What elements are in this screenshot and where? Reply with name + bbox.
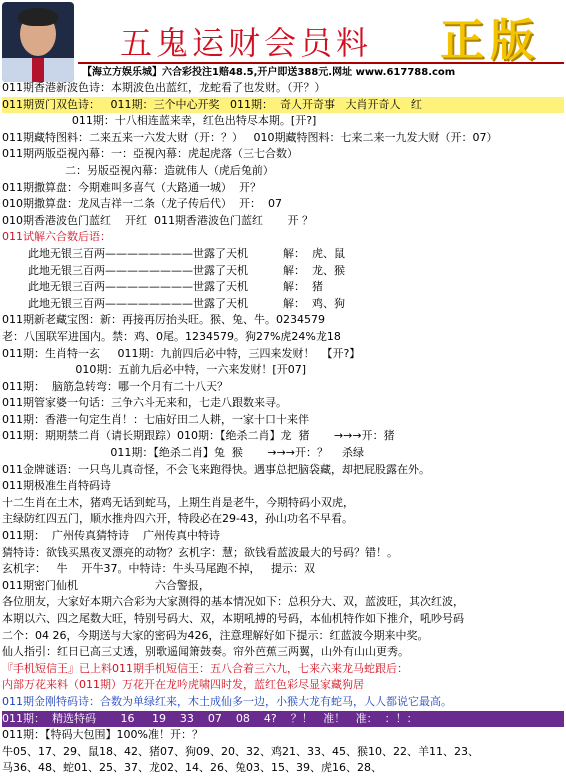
text-line: 猜特诗：欲钱买黑夜叉漂亮的动物？玄机字：慧；欲钱看蓝波最大的号码？错！。 [2, 545, 398, 559]
info-line: 【海立方娱乐城】六合彩投注1赔48.5,开户即送388元.网址 www.617788.com [82, 67, 456, 78]
text-line: 此地无银三百两————————世露了天机 解： 鸡、狗 [28, 296, 345, 310]
photo-hair [18, 8, 58, 26]
text-line: 011期贾门双色诗： 011期：三个中心开奖 011期： 奇人开奇事 大肖开奇人 红 [2, 97, 564, 114]
text-line: 011期：香港一句定生肖！：七庙好田二人耕，一家十口十来伴 [2, 412, 309, 426]
text-line: 玄机字： 牛 开牛37。中特诗：牛头马尾跑不掉， 提示：双 [2, 562, 315, 576]
text-line: 011期： 精选特码 16 19 33 07 08 4? ？！ 准！ 准： ：！： [2, 711, 564, 728]
text-line: 010期：五前九后必中特，一六来发财！[开07] [2, 363, 307, 377]
text-line: 二个：04 26，今期送与大家的密码为426，注意理解好如下提示：红蓝波今期来中奖。 [2, 628, 429, 642]
official-stamp: 正版 [440, 15, 540, 66]
page-title: 五鬼运财会员料 [120, 24, 373, 62]
text-line: 011试解六合数后语： [2, 230, 111, 244]
text-line: 011金牌谜语：一只鸟儿真奇怪，不会飞来跑得快。遇事总把脑袋藏，却把屁股露在外。 [2, 462, 430, 476]
text-line: 011期： 脑筋急转弯：哪一个月有二十八天？ [2, 379, 228, 393]
text-line: 011期：【绝杀二肖】兔 猴 →→→开：？ 杀绿 [2, 446, 364, 460]
text-line: 011期管家婆一句话：三争六斗无来和，七走八跟数来寻。 [2, 396, 287, 410]
text-line: 011期：期期禁二肖（请长期跟踪）010期：【绝杀二肖】龙 猪 →→→开：猪 [2, 429, 395, 443]
text-line: 本期以六、四之尾数大旺，特别号码大、双，本期吼搏的号码，本仙机特作如下推介，吼吵号码 [2, 612, 464, 625]
text-line: 『手机短信王』已上料011期手机短信王：五八合着三六九，七来六来龙马蛇跟后： [2, 661, 408, 675]
text-line: 牛05、17、29、鼠18、42、猪07、狗09、20、32、鸡21、33、45、猴10、22、羊11、23、 [2, 744, 479, 758]
text-line: 011期：生肖特一玄 011期：九前四后必中特，三四来发财！ 【开?】 [2, 346, 361, 360]
text-line: 内部万花来料（011期）万花开在龙吟虎啸四时发，蓝红色彩尽显家藏狗居 [2, 678, 364, 692]
text-line: 011期：【特码大包围】100%准！开：？ [2, 728, 203, 742]
text-line: 011期撒算盘：今期难叫多喜气（大路通一城） 开？ [2, 180, 261, 194]
text-line: 011期藏特图料：二来五来一六发大财（开：？） 010期藏特图料：七来二来一九发大财（开：07） [2, 130, 498, 144]
text-line: 011期极准生肖特码诗 [2, 479, 111, 493]
text-line: 此地无银三百两————————世露了天机 解： 猪 [28, 280, 323, 294]
text-line: 011期两版亞視內幕：一：亞視內幕：虎起虎落（三七合数） [2, 147, 298, 161]
text-line: 011期金刚特码诗：合数为单绿红来，木土成仙多一边，小猴大龙有蛇马，人人都说它最高。 [2, 694, 452, 708]
text-line: 011期新老藏宝图：新：再接再厉抬头旺。猴、兔、牛。0234579 [2, 313, 325, 327]
text-line: 此地无银三百两————————世露了天机 解： 虎、鼠 [28, 246, 345, 260]
text-line: 011期密门仙机 六合警报， [2, 578, 210, 592]
text-line: 此地无银三百两————————世露了天机 解： 龙、猴 [28, 263, 345, 277]
text-line: 主绿防红四五门，顺水推舟四六开，特段必在29-43，孙山功名不早看。 [2, 512, 353, 526]
author-photo [2, 2, 74, 82]
text-line: 仙人指引：红日已高三丈透，别歌遥闻箫鼓奏。帘外芭蕉三两翼，山外有山山更秀。 [2, 645, 409, 659]
text-line: 二：另版亞視內幕：造就伟人（虎后兔前） [2, 163, 274, 177]
text-line: 010期撒算盘：龙凤吉祥一二条（龙子传后代） 开： 07 [2, 197, 282, 211]
photo-tie [32, 58, 44, 82]
text-line: 011期香港新波色诗：本期波色出蓝红，龙蛇看了也发财。（开？） [2, 81, 326, 94]
text-line: 010期香港波色门蓝红 开红 011期香港波色门蓝红 开 ？ [2, 213, 313, 227]
text-line: 老：八国联军进国内。禁：鸡、0尾。1234579。狗27%虎24%龙18 [2, 329, 341, 343]
text-line: 十二生肖在土木，猪鸡无话到蛇马，上期生肖是老牛，今期特码小双虎， [2, 495, 354, 509]
text-line: 各位朋友，大家好本期六合彩为大家测得的基本情况如下：总积分大、双，蓝波旺，其次红波， [2, 595, 464, 609]
text-line: 马36、48、蛇01、25、37、龙02、14、26、兔03、15、39、虎16、28、 [2, 761, 382, 775]
text-line: 011期： 广州传真猜特诗 广州传真中特诗 [2, 529, 220, 543]
document-body [2, 80, 564, 777]
text-line: 011期：十八相连蓝来幸，红色出特尽本期。[开?] [2, 114, 317, 128]
